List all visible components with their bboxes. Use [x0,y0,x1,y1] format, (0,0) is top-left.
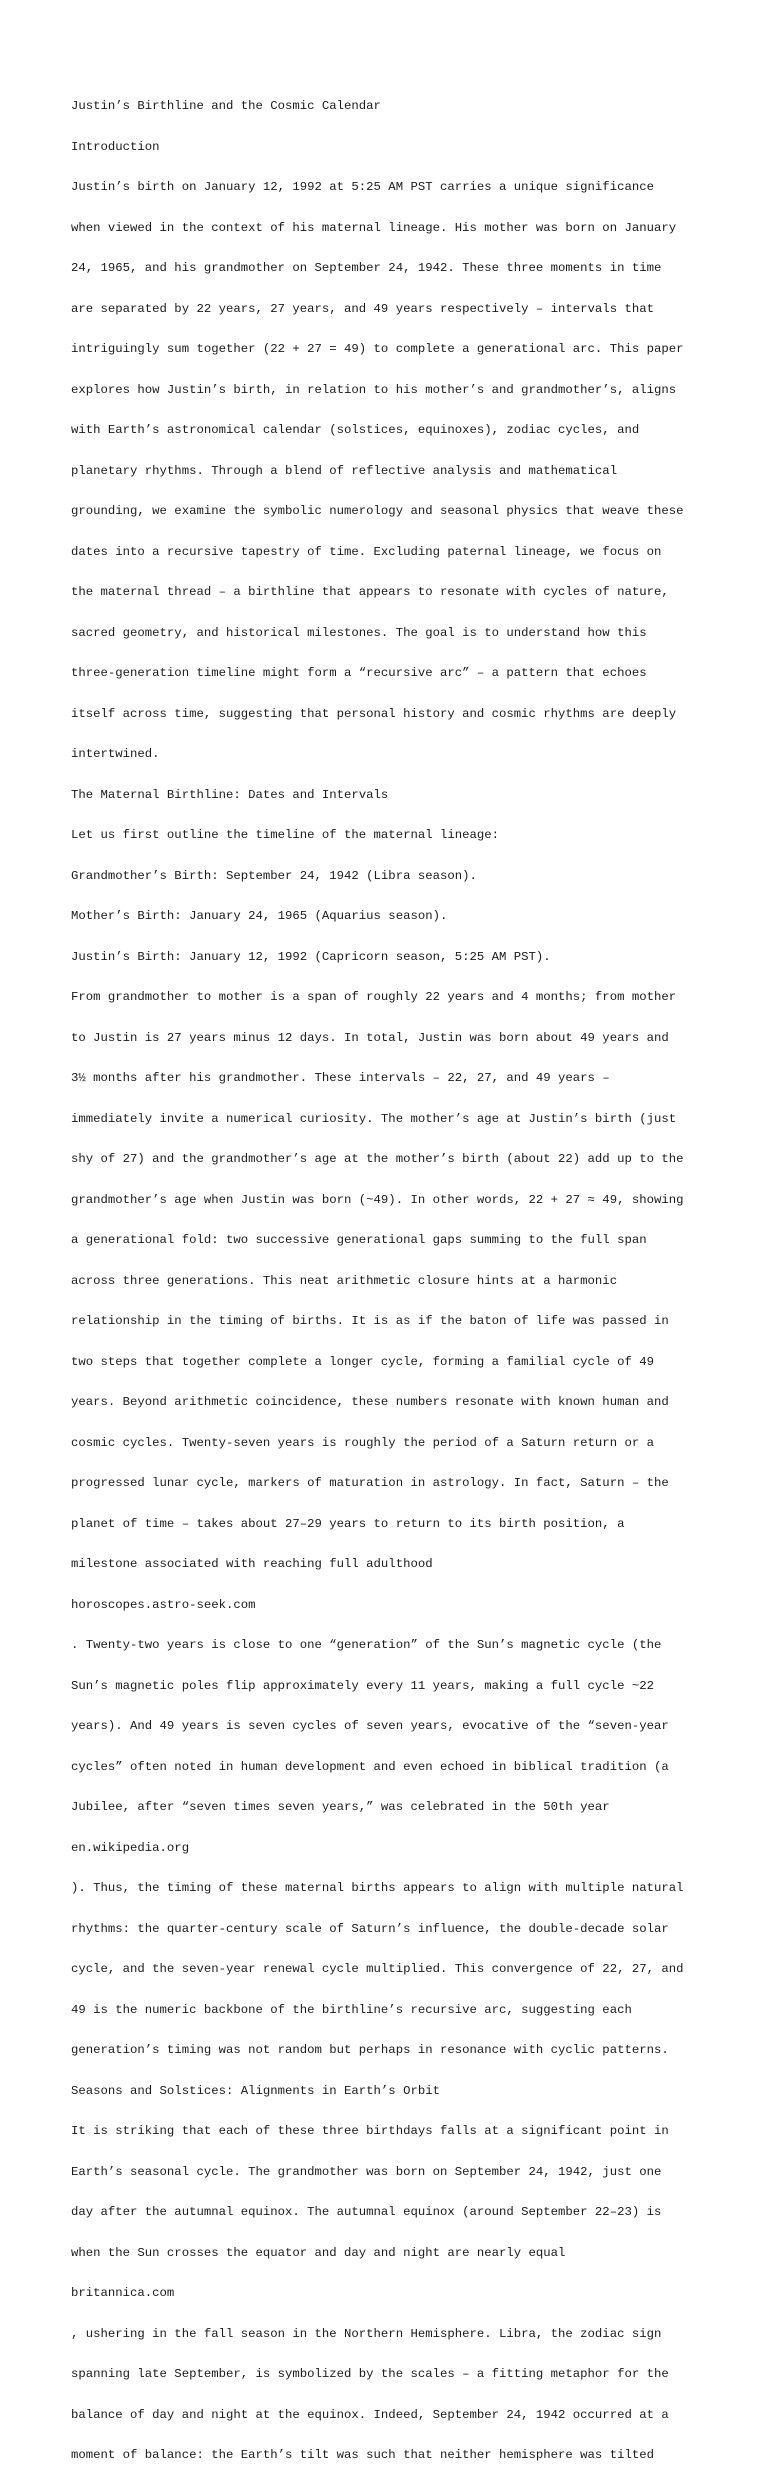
text-line: 3½ months after his grandmother. These intervals – 22, 27, and 49 years – [71,1071,610,1085]
text-line: immediately invite a numerical curiosity. The mother’s age at Justin’s birth (just [71,1111,677,1126]
text-line: planetary rhythms. Through a blend of reflective analysis and mathematical [71,463,618,478]
text-line: progressed lunar cycle, markers of maturation in astrology. In fact, Saturn – the [71,1476,669,1490]
text-line: dates into a recursive tapestry of time. Excluding paternal lineage, we focus on [71,544,662,559]
text-line: grounding, we examine the symbolic numerology and seasonal physics that weave these [71,504,684,518]
text-line: are separated by 22 years, 27 years, and 49 years respectively – intervals that [71,301,654,316]
text-line: balance of day and night at the equinox. Indeed, September 24, 1942 occurred at a [71,2407,669,2422]
text-line: . Twenty-two years is close to one “generation” of the Sun’s magnetic cycle (the [71,1638,662,1652]
text-line: cycles” often noted in human development and even echoed in biblical tradition (a [71,1759,669,1774]
text-line: itself across time, suggesting that personal history and cosmic rhythms are deeply [71,706,677,721]
text-line: Earth’s seasonal cycle. The grandmother was born on September 24, 1942, just one [71,2164,662,2179]
text-line: planet of time – takes about 27–29 years to return to its birth position, a [71,1516,625,1531]
text-line: cosmic cycles. Twenty-seven years is roughly the period of a Saturn return or a [71,1435,654,1450]
text-line: sacred geometry, and historical milestones. The goal is to understand how this [71,625,647,640]
text-line: the maternal thread – a birthline that appears to resonate with cycles of nature, [71,585,669,599]
text-line: generation’s timing was not random but perhaps in resonance with cyclic patterns. [71,2043,669,2057]
text-line: years. Beyond arithmetic coincidence, these numbers resonate with known human and [71,1395,669,1409]
section-heading-introduction: Introduction [71,139,160,154]
text-line: intertwined. [71,747,160,761]
text-line: with Earth’s astronomical calendar (solstices, equinoxes), zodiac cycles, and [71,423,640,437]
text-line: moment of balance: the Earth’s tilt was such that neither hemisphere was tilted [71,2448,654,2462]
document-body [71,73,731,2476]
timeline-item-justin: Justin’s Birth: January 12, 1992 (Capricorn season, 5:25 AM PST). [71,949,551,964]
text-line: , ushering in the fall season in the Northern Hemisphere. Libra, the zodiac sign [71,2326,662,2341]
document-title: Justin’s Birthline and the Cosmic Calendar [71,99,381,113]
text-line: three-generation timeline might form a “recursive arc” – a pattern that echoes [71,666,647,680]
text-line: shy of 27) and the grandmother’s age at the mother’s birth (about 22) add up to the [71,1152,684,1166]
section-heading-maternal-birthline: The Maternal Birthline: Dates and Intervals [71,787,389,802]
text-line: explores how Justin’s birth, in relation to his mother’s and grandmother’s, aligns [71,382,677,397]
text-line: cycle, and the seven-year renewal cycle multiplied. This convergence of 22, 27, and [71,1962,684,1976]
text-line: intriguingly sum together (22 + 27 = 49) to complete a generational arc. This paper [71,342,684,356]
text-line: two steps that together complete a longer cycle, forming a familial cycle of 49 [71,1354,654,1369]
source-citation: horoscopes.astro-seek.com [71,1597,256,1612]
text-line: to Justin is 27 years minus 12 days. In total, Justin was born about 49 years and [71,1030,669,1045]
text-line: day after the autumnal equinox. The autumnal equinox (around September 22–23) is [71,2205,662,2219]
text-line: rhythms: the quarter-century scale of Saturn’s influence, the double-decade solar [71,1921,669,1936]
section-heading-seasons-solstices: Seasons and Solstices: Alignments in Earth’s Orbit [71,2083,440,2098]
source-citation: britannica.com [71,2286,175,2300]
text-line: Sun’s magnetic poles flip approximately every 11 years, making a full cycle ~22 [71,1678,654,1693]
text-line: spanning late September, is symbolized by the scales – a fitting metaphor for the [71,2367,669,2381]
text-line: when viewed in the context of his maternal lineage. His mother was born on January [71,220,677,235]
text-line: ). Thus, the timing of these maternal births appears to align with multiple natural [71,1881,684,1895]
text-line: 24, 1965, and his grandmother on September 24, 1942. These three moments in time [71,261,662,275]
text-line: when the Sun crosses the equator and day and night are nearly equal [71,2245,566,2260]
text-line: relationship in the timing of births. It is as if the baton of life was passed in [71,1314,669,1328]
text-line: 49 is the numeric backbone of the birthline’s recursive arc, suggesting each [71,2002,632,2017]
text-line: years). And 49 years is seven cycles of seven years, evocative of the “seven-year [71,1719,669,1733]
text-line: From grandmother to mother is a span of roughly 22 years and 4 months; from mother [71,990,677,1004]
text-line: across three generations. This neat arithmetic closure hints at a harmonic [71,1273,618,1288]
source-citation: en.wikipedia.org [71,1840,190,1855]
timeline-item-grandmother: Grandmother’s Birth: September 24, 1942 (Libra season). [71,868,477,883]
text-line: Jubilee, after “seven times seven years,” was celebrated in the 50th year [71,1800,610,1814]
text-line: It is striking that each of these three birthdays falls at a significant point in [71,2124,669,2138]
text-line: milestone associated with reaching full adulthood [71,1557,433,1571]
text-line: Justin’s birth on January 12, 1992 at 5:25 AM PST carries a unique significance [71,180,654,194]
text-line: a generational fold: two successive generational gaps summing to the full span [71,1233,647,1247]
text-line: Let us first outline the timeline of the maternal lineage: [71,828,500,842]
text-line: grandmother’s age when Justin was born (~49). In other words, 22 + 27 ≈ 49, showing [71,1192,684,1207]
timeline-item-mother: Mother’s Birth: January 24, 1965 (Aquarius season). [71,909,448,923]
